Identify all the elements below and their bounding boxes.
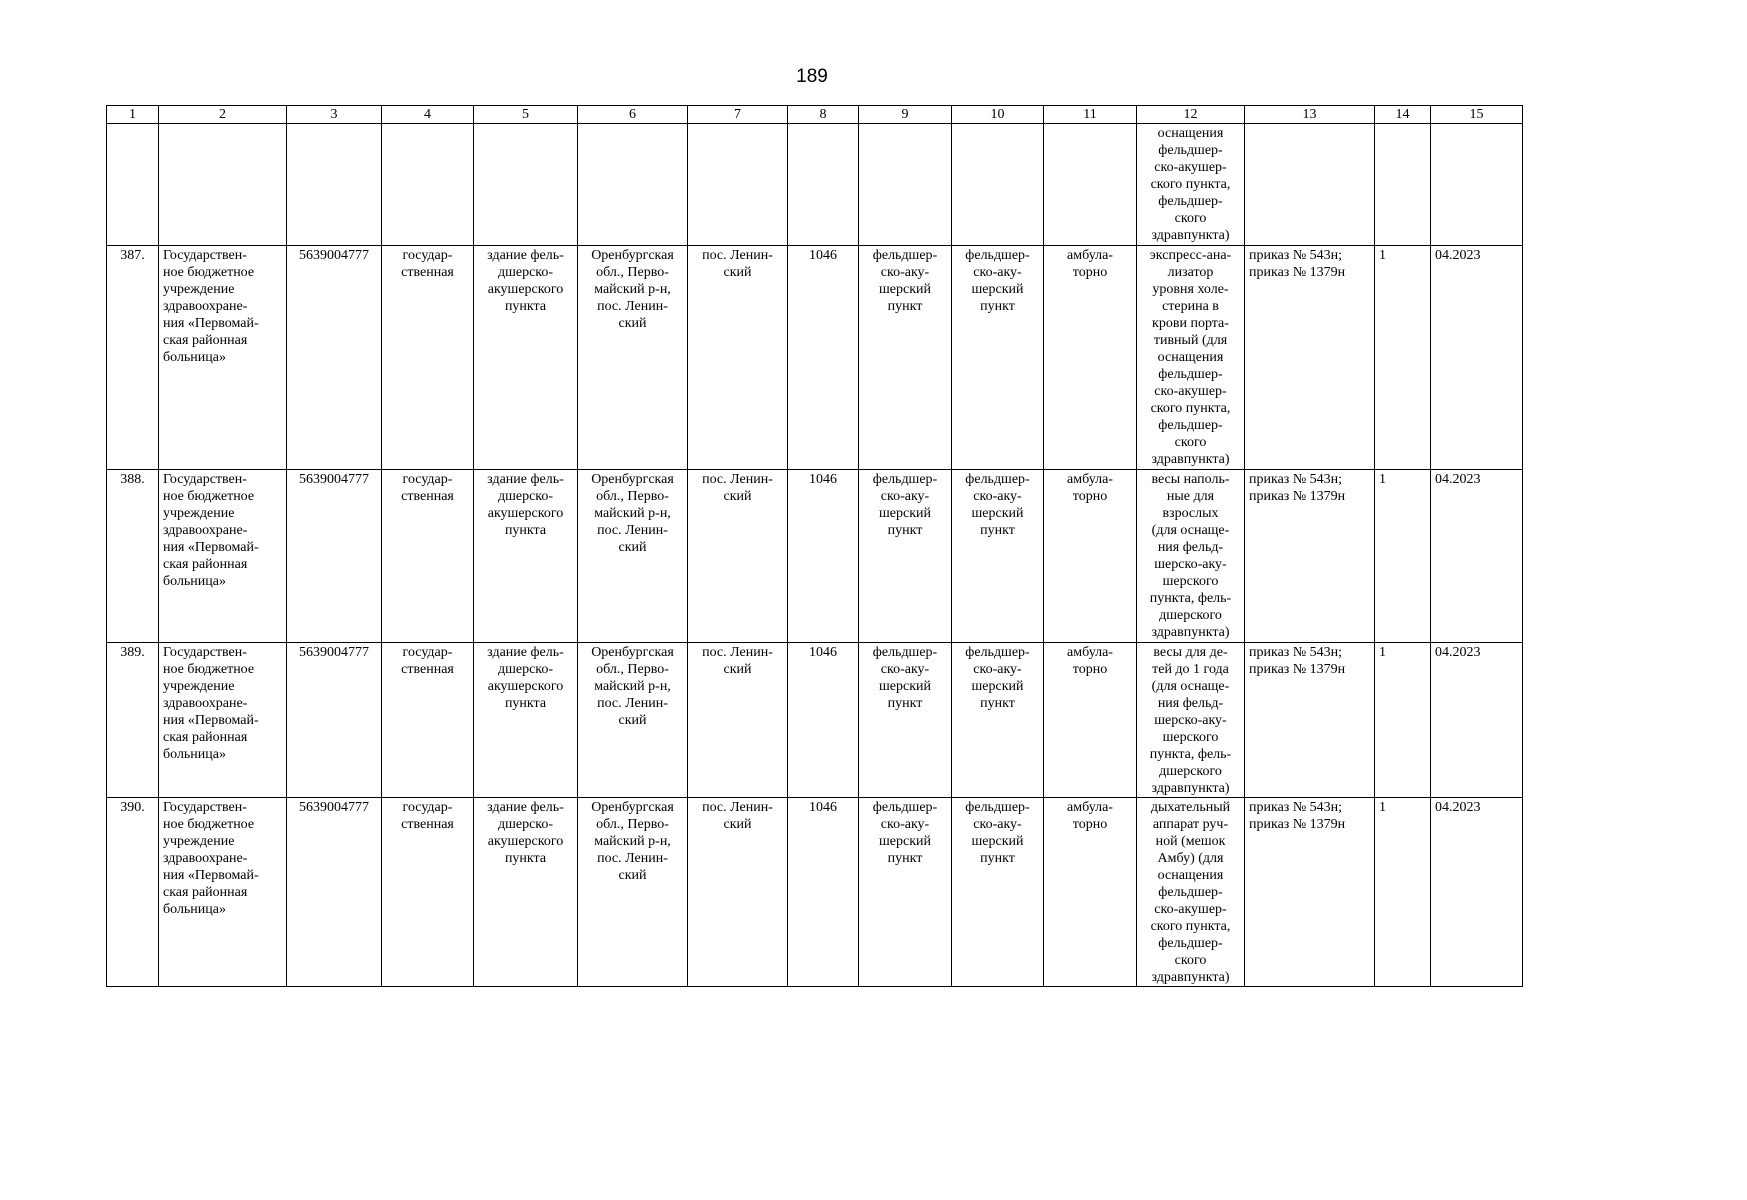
quantity-cell: 1 [1375,246,1431,470]
facility-type-cell [952,643,1044,798]
column-number-cell: 8 [788,106,859,124]
address-cell-line: ский [618,316,647,331]
inn-cell: 5639004777 [287,246,382,470]
inn-cell: 5639004777 [287,798,382,987]
organization-cell-line: больница» [163,902,226,917]
building-cell-line: пункта [504,523,547,538]
equipment-cell-line: оснащения [1157,350,1224,365]
locality-cell-line: ский [723,489,752,504]
ownership-cell [382,470,474,643]
row-number-cell: 389. [107,643,159,798]
facility-type-cell-line: фельдшер- [965,800,1030,815]
equipment-cell-line: весы для де- [1153,645,1228,660]
empty-cell [1375,124,1431,246]
registry-table [106,105,1523,987]
order-cell-line: приказ № 1379н [1249,489,1346,504]
date-cell: 04.2023 [1431,798,1523,987]
equipment-cell-line: фельдшер- [1158,936,1223,951]
organization-cell [159,246,287,470]
code-cell: 1046 [788,470,859,643]
organization-cell-line: учреждение [163,506,235,521]
date-cell: 04.2023 [1431,246,1523,470]
address-cell-line: пос. Ленин- [597,696,668,711]
organization-cell [159,470,287,643]
organization-cell-line: здравоохране- [163,696,248,711]
column-number-cell: 6 [578,106,688,124]
facility-type-cell [859,470,952,643]
equipment-cell-line: оснащения [1157,126,1224,141]
equipment-cell-line: ско-акушер- [1154,384,1227,399]
equipment-cell-line: ния фельд- [1157,696,1224,711]
locality-cell-line: ский [723,265,752,280]
facility-type-cell-line: пункт [980,851,1015,866]
facility-type-cell-line: фельдшер- [872,248,938,263]
building-cell-line: акушерского [487,506,564,521]
equipment-cell-line: Амбу) (для [1157,851,1224,866]
code-cell: 1046 [788,643,859,798]
facility-type-cell-line: ско-аку- [880,489,930,504]
address-cell-line: Оренбургская [591,645,674,660]
equipment-cell-line: ско-акушер- [1154,160,1227,175]
organization-cell-line: больница» [163,350,226,365]
facility-type-cell-line: шерский [879,506,931,521]
equipment-cell [1137,470,1245,643]
equipment-cell-line: весы наполь- [1151,472,1230,487]
column-number-cell: 10 [952,106,1044,124]
facility-type-cell-line: ско-аку- [880,662,930,677]
order-cell-line: приказ № 1379н [1249,662,1346,677]
address-cell-line: Оренбургская [591,472,674,487]
equipment-cell-line: ского [1174,211,1207,226]
ownership-cell-line: государ- [402,800,453,815]
organization-cell [159,798,287,987]
organization-cell-line: здравоохране- [163,523,248,538]
order-cell-line: приказ № 1379н [1249,817,1346,832]
equipment-cell-line: ные для [1166,489,1215,504]
building-cell-line: пункта [504,851,547,866]
ownership-cell-line: ственная [401,662,454,677]
equipment-cell-line: фельдшер- [1158,143,1223,158]
equipment-cell-line: здравпункта) [1151,452,1230,467]
facility-type-cell-line: фельдшер- [872,800,938,815]
facility-type-cell-line: пункт [887,696,923,711]
facility-type-cell-line: пункт [980,523,1015,538]
row-number-cell: 387. [107,246,159,470]
address-cell-line: майский р-н, [594,506,671,521]
equipment-cell [1137,124,1245,246]
order-cell-line: приказ № 543н; [1249,800,1343,815]
organization-cell-line: Государствен- [163,800,247,815]
ownership-cell-line: ственная [401,489,454,504]
equipment-cell-line: крови порта- [1152,316,1229,331]
equipment-cell-line: уровня холе- [1152,282,1229,297]
building-cell-line: дшерско- [497,265,554,280]
equipment-cell-line: экспресс-ана- [1149,248,1232,263]
address-cell-line: Оренбургская [591,248,674,263]
facility-type-cell-line: фельдшер- [965,248,1030,263]
column-number-cell: 2 [159,106,287,124]
facility-type-cell-line: ско-аку- [973,489,1022,504]
address-cell-line: обл., Перво- [596,817,669,832]
equipment-cell-line: дшерского [1159,608,1222,623]
order-cell-line: приказ № 543н; [1249,645,1343,660]
order-cell [1245,643,1375,798]
equipment-cell-line: здравпункта) [1151,781,1230,796]
facility-type-cell-line: шерский [879,679,931,694]
equipment-cell-line: пункта, фель- [1149,747,1232,762]
building-cell [474,643,578,798]
empty-cell [1245,124,1375,246]
facility-type-cell-line: фельдшер- [965,472,1030,487]
equipment-cell-line: (для оснаще- [1151,523,1230,538]
organization-cell [159,643,287,798]
address-cell-line: ский [618,713,647,728]
care-mode-cell-line: амбула- [1067,248,1113,263]
organization-cell-line: учреждение [163,679,235,694]
inn-cell: 5639004777 [287,643,382,798]
column-number-cell: 5 [474,106,578,124]
address-cell-line: ский [618,868,647,883]
building-cell-line: пункта [504,696,547,711]
equipment-cell-line: тей до 1 года [1152,662,1229,677]
date-cell: 04.2023 [1431,470,1523,643]
equipment-cell-line: ского [1174,435,1207,450]
address-cell-line: майский р-н, [594,282,671,297]
organization-cell-line: здравоохране- [163,299,248,314]
organization-cell-line: ская районная [163,730,248,745]
care-mode-cell-line: торно [1072,265,1108,280]
address-cell [578,798,688,987]
ownership-cell [382,246,474,470]
organization-cell-line: ская районная [163,885,248,900]
facility-type-cell-line: ско-аку- [880,265,930,280]
care-mode-cell-line: торно [1072,817,1108,832]
ownership-cell-line: ственная [401,265,454,280]
equipment-cell-line: ского пункта, [1150,919,1231,934]
care-mode-cell-line: амбула- [1067,800,1113,815]
equipment-cell-line: оснащения [1157,868,1224,883]
care-mode-cell [1044,470,1137,643]
address-cell-line: обл., Перво- [596,265,669,280]
care-mode-cell-line: амбула- [1067,645,1113,660]
organization-cell-line: Государствен- [163,248,247,263]
quantity-cell: 1 [1375,798,1431,987]
building-cell-line: дшерско- [497,817,554,832]
building-cell-line: здание фель- [487,472,564,487]
column-number-cell: 9 [859,106,952,124]
code-cell: 1046 [788,798,859,987]
organization-cell-line: учреждение [163,834,235,849]
equipment-cell-line: дыхательный [1150,800,1231,815]
facility-type-cell-line: шерский [971,282,1024,297]
table-row [107,246,1523,470]
order-cell [1245,470,1375,643]
equipment-cell-line: ского пункта, [1150,401,1231,416]
ownership-cell-line: государ- [402,472,453,487]
address-cell-line: майский р-н, [594,679,671,694]
order-cell [1245,798,1375,987]
care-mode-cell [1044,643,1137,798]
equipment-cell-line: здравпункта) [1151,625,1230,640]
equipment-cell-line: ского [1174,953,1207,968]
facility-type-cell-line: шерский [971,834,1024,849]
organization-cell-line: здравоохране- [163,851,248,866]
column-number-cell: 12 [1137,106,1245,124]
facility-type-cell [952,470,1044,643]
organization-cell-line: ное бюджетное [163,817,255,832]
page-number: 189 [796,66,828,87]
care-mode-cell-line: амбула- [1067,472,1113,487]
equipment-cell-line: шерско-аку- [1154,713,1227,728]
table-row [107,470,1523,643]
empty-cell [382,124,474,246]
facility-type-cell [952,798,1044,987]
locality-cell-line: ский [723,817,752,832]
facility-type-cell-line: шерский [879,834,931,849]
table-row [107,643,1523,798]
organization-cell-line: ская районная [163,333,248,348]
equipment-cell-line: здравпункта) [1151,228,1230,243]
facility-type-cell-line: фельдшер- [965,645,1030,660]
organization-cell-line: Государствен- [163,472,247,487]
care-mode-cell [1044,246,1137,470]
equipment-cell-line: здравпункта) [1151,970,1230,985]
building-cell-line: дшерско- [497,662,554,677]
building-cell-line: здание фель- [487,248,564,263]
code-cell: 1046 [788,246,859,470]
address-cell [578,246,688,470]
facility-type-cell-line: шерский [971,679,1024,694]
row-number-cell: 390. [107,798,159,987]
order-cell [1245,246,1375,470]
equipment-cell-line: (для оснаще- [1151,679,1230,694]
facility-type-cell-line: пункт [887,299,923,314]
row-number-cell: 388. [107,470,159,643]
inn-cell: 5639004777 [287,470,382,643]
empty-cell [788,124,859,246]
address-cell [578,643,688,798]
organization-cell-line: ская районная [163,557,248,572]
address-cell-line: пос. Ленин- [597,299,668,314]
column-number-cell: 11 [1044,106,1137,124]
empty-cell [1044,124,1137,246]
locality-cell [688,470,788,643]
equipment-cell-line: пункта, фель- [1149,591,1232,606]
equipment-cell-line: взрослых [1162,506,1219,521]
care-mode-cell-line: торно [1072,662,1108,677]
locality-cell-line: пос. Ленин- [702,800,773,815]
equipment-cell-line: фельдшер- [1158,367,1223,382]
equipment-cell-line: фельдшер- [1158,885,1223,900]
date-cell: 04.2023 [1431,643,1523,798]
facility-type-cell-line: ско-аку- [973,817,1022,832]
equipment-cell-line: лизатор [1167,265,1214,280]
empty-cell [1431,124,1523,246]
equipment-cell-line: ния фельд- [1157,540,1224,555]
building-cell-line: акушерского [487,834,564,849]
address-cell-line: майский р-н, [594,834,671,849]
facility-type-cell-line: пункт [980,299,1015,314]
locality-cell-line: пос. Ленин- [702,472,773,487]
column-number-cell: 1 [107,106,159,124]
building-cell [474,246,578,470]
address-cell-line: пос. Ленин- [597,851,668,866]
address-cell-line: обл., Перво- [596,662,669,677]
organization-cell-line: ния «Первомай- [163,316,259,331]
order-cell-line: приказ № 1379н [1249,265,1346,280]
empty-cell [688,124,788,246]
order-cell-line: приказ № 543н; [1249,248,1343,263]
address-cell-line: обл., Перво- [596,489,669,504]
facility-type-cell-line: ско-аку- [880,817,930,832]
column-number-cell: 4 [382,106,474,124]
ownership-cell [382,798,474,987]
organization-cell-line: учреждение [163,282,235,297]
building-cell-line: здание фель- [487,645,564,660]
building-cell-line: акушерского [487,679,564,694]
continuation-row [107,124,1523,246]
facility-type-cell-line: пункт [887,523,923,538]
ownership-cell-line: государ- [402,248,453,263]
address-cell-line: Оренбургская [591,800,674,815]
locality-cell-line: пос. Ленин- [702,248,773,263]
order-cell-line: приказ № 543н; [1249,472,1343,487]
ownership-cell-line: ственная [401,817,454,832]
organization-cell-line: Государствен- [163,645,247,660]
column-number-cell: 7 [688,106,788,124]
equipment-cell-line: ско-акушер- [1154,902,1227,917]
equipment-cell-line: аппарат руч- [1152,817,1229,832]
locality-cell-line: ский [723,662,752,677]
empty-cell [952,124,1044,246]
address-cell-line: ский [618,540,647,555]
facility-type-cell-line: шерский [879,282,931,297]
equipment-cell-line: стерина в [1162,299,1219,314]
organization-cell-line: ное бюджетное [163,489,255,504]
facility-type-cell-line: фельдшер- [872,472,938,487]
equipment-cell-line: ского пункта, [1150,177,1231,192]
locality-cell [688,246,788,470]
quantity-cell: 1 [1375,470,1431,643]
equipment-cell-line: шерского [1162,574,1219,589]
facility-type-cell-line: фельдшер- [872,645,938,660]
address-cell-line: пос. Ленин- [597,523,668,538]
equipment-cell [1137,246,1245,470]
ownership-cell [382,643,474,798]
equipment-cell-line: шерского [1162,730,1219,745]
column-number-row [107,106,1523,124]
organization-cell-line: ния «Первомай- [163,540,259,555]
facility-type-cell [859,798,952,987]
organization-cell-line: ния «Первомай- [163,713,259,728]
column-number-cell: 13 [1245,106,1375,124]
empty-cell [474,124,578,246]
equipment-cell-line: ной (мешок [1155,834,1226,849]
column-number-cell: 14 [1375,106,1431,124]
equipment-cell-line: тивный (для [1153,333,1228,348]
column-number-cell: 15 [1431,106,1523,124]
organization-cell-line: ное бюджетное [163,265,255,280]
organization-cell-line: больница» [163,747,226,762]
table-row [107,798,1523,987]
building-cell-line: пункта [504,299,547,314]
equipment-cell [1137,798,1245,987]
facility-type-cell-line: пункт [887,851,923,866]
facility-type-cell [859,246,952,470]
column-number-cell: 3 [287,106,382,124]
organization-cell-line: ное бюджетное [163,662,255,677]
building-cell [474,470,578,643]
care-mode-cell [1044,798,1137,987]
facility-type-cell-line: ско-аку- [973,265,1022,280]
empty-cell [159,124,287,246]
locality-cell-line: пос. Ленин- [702,645,773,660]
equipment-cell-line: шерско-аку- [1154,557,1227,572]
equipment-cell-line: фельдшер- [1158,194,1223,209]
facility-type-cell-line: шерский [971,506,1024,521]
empty-cell [287,124,382,246]
facility-type-cell [952,246,1044,470]
ownership-cell-line: государ- [402,645,453,660]
facility-type-cell-line: пункт [980,696,1015,711]
empty-cell [859,124,952,246]
facility-type-cell [859,643,952,798]
building-cell-line: акушерского [487,282,564,297]
empty-cell [107,124,159,246]
organization-cell-line: больница» [163,574,226,589]
quantity-cell: 1 [1375,643,1431,798]
organization-cell-line: ния «Первомай- [163,868,259,883]
equipment-cell [1137,643,1245,798]
locality-cell [688,798,788,987]
locality-cell [688,643,788,798]
equipment-cell-line: дшерского [1159,764,1222,779]
building-cell [474,798,578,987]
equipment-cell-line: фельдшер- [1158,418,1223,433]
address-cell [578,470,688,643]
empty-cell [578,124,688,246]
building-cell-line: дшерско- [497,489,554,504]
building-cell-line: здание фель- [487,800,564,815]
facility-type-cell-line: ско-аку- [973,662,1022,677]
care-mode-cell-line: торно [1072,489,1108,504]
